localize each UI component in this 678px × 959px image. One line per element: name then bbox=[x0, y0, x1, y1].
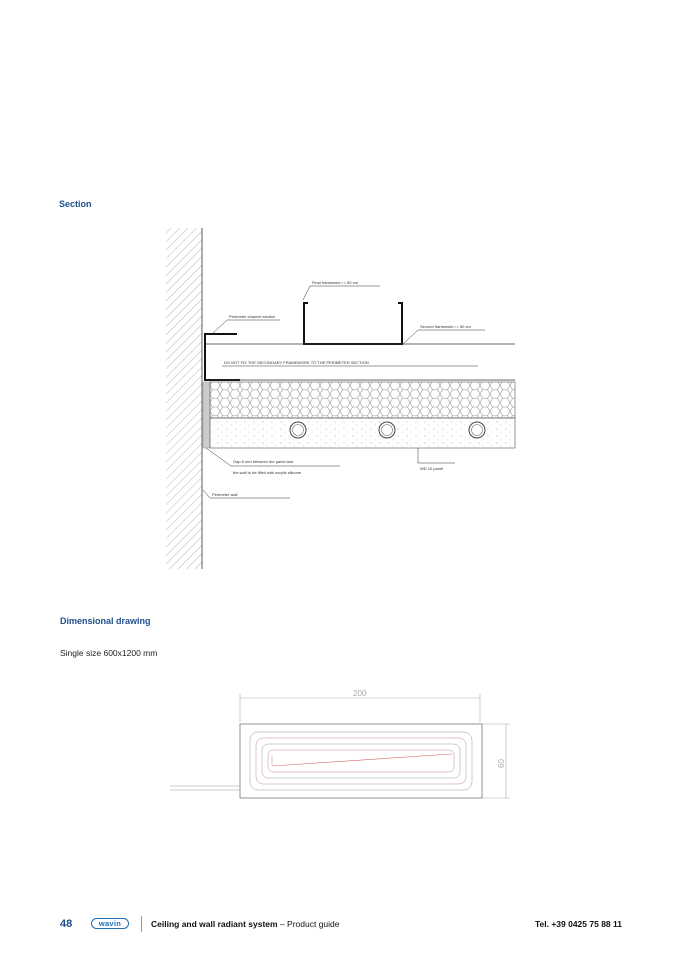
dimensional-subtitle: Single size 600x1200 mm bbox=[60, 648, 158, 658]
page-number: 48 bbox=[60, 918, 73, 930]
panel-outline bbox=[240, 724, 482, 798]
footer bbox=[0, 916, 678, 936]
section-heading: Section bbox=[59, 199, 92, 209]
perimeter-channel bbox=[205, 334, 240, 380]
dim-height-label: 60 bbox=[497, 759, 506, 768]
footer-telephone: Tel. +39 0425 75 88 11 bbox=[534, 919, 622, 929]
label-second-framework: Second framework i = 50 cm bbox=[420, 324, 471, 329]
footer-divider bbox=[141, 916, 142, 932]
label-do-not-fix: DO NOT FIX THE SECONDARY FRAMEWORK TO THE PERIMETER SECTION bbox=[224, 360, 369, 365]
dim-width-label: 200 bbox=[353, 689, 367, 698]
wavin-logo: wavin bbox=[91, 918, 129, 929]
footer-title bbox=[151, 919, 340, 929]
label-perimeter-channel: Perimeter channel section bbox=[229, 314, 276, 319]
label-final-framework: Final framework i = 50 cm bbox=[312, 280, 358, 285]
insulation-layer bbox=[210, 382, 515, 418]
final-framework-profile bbox=[304, 303, 402, 344]
label-gap-line1: Gap 5 mm between the panel and bbox=[233, 459, 294, 464]
footer-title-bold: Ceiling and wall radiant system bbox=[151, 919, 278, 929]
dimensional-heading: Dimensional drawing bbox=[60, 616, 151, 626]
label-panel: WD 10 panel bbox=[420, 466, 444, 471]
silicone-gap bbox=[203, 382, 210, 448]
footer-title-rest: – Product guide bbox=[277, 919, 340, 929]
dimensional-drawing bbox=[170, 689, 510, 798]
label-gap-line2: the wall to be filled with acrylic silicone bbox=[233, 470, 302, 475]
label-perimeter-wall: Perimeter wall bbox=[212, 492, 238, 497]
wall-hatch bbox=[166, 228, 202, 569]
